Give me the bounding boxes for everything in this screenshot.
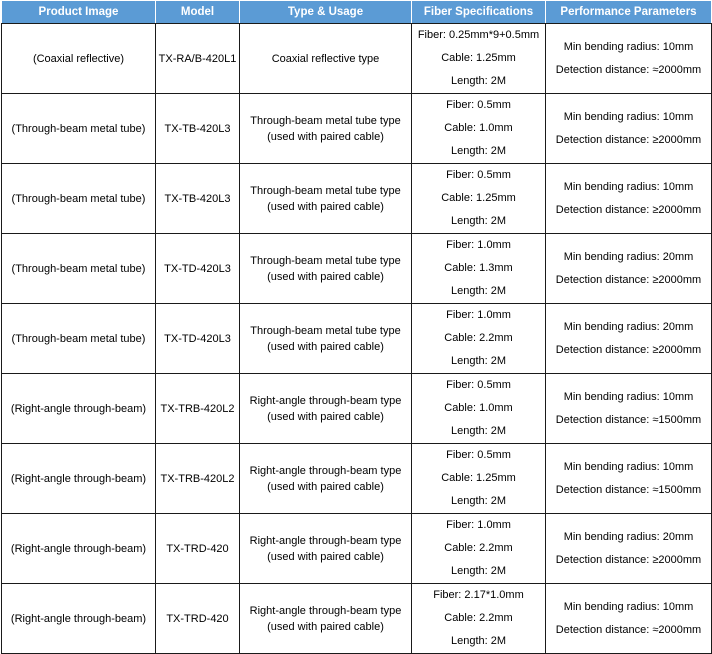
type-usage-cell <box>240 514 412 584</box>
fiber-line: Fiber: 0.5mm <box>446 169 511 181</box>
model-cell: TX-TD-420L3 <box>156 234 240 304</box>
model-cell: TX-TRD-420 <box>156 584 240 654</box>
type-line: Right-angle through-beam type <box>249 394 402 407</box>
length-line: Length: 2M <box>450 565 507 577</box>
detection-distance-line: Detection distance: ≥2000mm <box>555 203 702 216</box>
header-product-image: Product Image <box>2 1 156 24</box>
model-cell: TX-TRB-420L2 <box>156 374 240 444</box>
fiber-line: Fiber: 0.25mm*9+0.5mm <box>417 29 540 41</box>
type-line: Right-angle through-beam type <box>249 604 402 617</box>
length-line: Length: 2M <box>450 635 507 647</box>
header-type-usage: Type & Usage <box>240 1 412 24</box>
cable-line: Cable: 2.2mm <box>444 612 513 624</box>
fiber-line: Fiber: 1.0mm <box>446 239 511 251</box>
type-line: Through-beam metal tube type <box>250 254 401 267</box>
cable-line: Cable: 2.2mm <box>444 542 513 554</box>
performance-cell <box>546 374 712 444</box>
type-usage-cell <box>240 584 412 654</box>
bending-radius-line: Min bending radius: 20mm <box>563 530 694 543</box>
cable-line: Cable: 1.0mm <box>444 122 513 134</box>
product-image-cell: (Right-angle through-beam) <box>2 514 156 584</box>
product-image-cell: (Through-beam metal tube) <box>2 304 156 374</box>
bending-radius-line: Min bending radius: 10mm <box>563 110 694 123</box>
fiber-spec-cell <box>412 444 546 514</box>
length-line: Length: 2M <box>450 75 507 87</box>
performance-cell <box>546 514 712 584</box>
fiber-line: Fiber: 2.17*1.0mm <box>433 589 524 601</box>
length-line: Length: 2M <box>450 145 507 157</box>
cable-line: Cable: 1.25mm <box>441 472 516 484</box>
fiber-spec-cell <box>412 94 546 164</box>
performance-cell <box>546 24 712 94</box>
model-cell: TX-TB-420L3 <box>156 94 240 164</box>
usage-line: (used with paired cable) <box>267 480 384 493</box>
type-usage-cell <box>240 164 412 234</box>
type-line: Coaxial reflective type <box>271 52 380 65</box>
model-cell: TX-TRD-420 <box>156 514 240 584</box>
fiber-spec-cell <box>412 584 546 654</box>
fiber-spec-cell <box>412 304 546 374</box>
detection-distance-line: Detection distance: ≈1500mm <box>555 413 702 426</box>
cable-line: Cable: 1.0mm <box>444 402 513 414</box>
usage-line: (used with paired cable) <box>267 550 384 563</box>
fiber-line: Fiber: 0.5mm <box>446 99 511 111</box>
product-image-cell: (Right-angle through-beam) <box>2 584 156 654</box>
type-line: Through-beam metal tube type <box>250 324 401 337</box>
type-usage-cell <box>240 234 412 304</box>
table-row <box>2 514 712 584</box>
table-row <box>2 304 712 374</box>
detection-distance-line: Detection distance: ≥2000mm <box>555 553 702 566</box>
bending-radius-line: Min bending radius: 10mm <box>563 180 694 193</box>
product-image-cell: (Through-beam metal tube) <box>2 94 156 164</box>
type-usage-cell <box>240 94 412 164</box>
detection-distance-line: Detection distance: ≈1500mm <box>555 483 702 496</box>
type-usage-cell <box>240 444 412 514</box>
fiber-spec-cell <box>412 514 546 584</box>
table-row <box>2 234 712 304</box>
fiber-spec-cell <box>412 164 546 234</box>
fiber-spec-cell <box>412 24 546 94</box>
bending-radius-line: Min bending radius: 20mm <box>563 320 694 333</box>
header-model: Model <box>156 1 240 24</box>
table-row <box>2 94 712 164</box>
header-performance: Performance Parameters <box>546 1 712 24</box>
length-line: Length: 2M <box>450 285 507 297</box>
model-cell: TX-TRB-420L2 <box>156 444 240 514</box>
fiber-line: Fiber: 0.5mm <box>446 449 511 461</box>
table-row <box>2 584 712 654</box>
fiber-line: Fiber: 0.5mm <box>446 379 511 391</box>
cable-line: Cable: 1.25mm <box>441 52 516 64</box>
table-row <box>2 444 712 514</box>
usage-line: (used with paired cable) <box>267 130 384 143</box>
model-cell: TX-TD-420L3 <box>156 304 240 374</box>
table-row <box>2 164 712 234</box>
type-usage-cell <box>240 24 412 94</box>
performance-cell <box>546 584 712 654</box>
header-fiber-specs: Fiber Specifications <box>412 1 546 24</box>
fiber-spec-cell <box>412 234 546 304</box>
usage-line: (used with paired cable) <box>267 340 384 353</box>
cable-line: Cable: 2.2mm <box>444 332 513 344</box>
table-row <box>2 24 712 94</box>
detection-distance-line: Detection distance: ≥2000mm <box>555 343 702 356</box>
length-line: Length: 2M <box>450 425 507 437</box>
table-row <box>2 374 712 444</box>
detection-distance-line: Detection distance: ≈2000mm <box>555 623 702 636</box>
bending-radius-line: Min bending radius: 10mm <box>563 390 694 403</box>
type-line: Right-angle through-beam type <box>249 464 402 477</box>
fiber-line: Fiber: 1.0mm <box>446 519 511 531</box>
type-usage-cell <box>240 374 412 444</box>
usage-line: (used with paired cable) <box>267 620 384 633</box>
product-image-cell: (Right-angle through-beam) <box>2 444 156 514</box>
detection-distance-line: Detection distance: ≈2000mm <box>555 63 702 76</box>
product-image-cell: (Through-beam metal tube) <box>2 234 156 304</box>
usage-line: (used with paired cable) <box>267 270 384 283</box>
length-line: Length: 2M <box>450 215 507 227</box>
performance-cell <box>546 164 712 234</box>
performance-cell <box>546 94 712 164</box>
performance-cell <box>546 444 712 514</box>
model-cell: TX-TB-420L3 <box>156 164 240 234</box>
usage-line: (used with paired cable) <box>267 410 384 423</box>
model-cell: TX-RA/B-420L1 <box>156 24 240 94</box>
bending-radius-line: Min bending radius: 10mm <box>563 600 694 613</box>
detection-distance-line: Detection distance: ≥2000mm <box>555 273 702 286</box>
performance-cell <box>546 304 712 374</box>
type-line: Through-beam metal tube type <box>250 184 401 197</box>
type-line: Right-angle through-beam type <box>249 534 402 547</box>
fiber-line: Fiber: 1.0mm <box>446 309 511 321</box>
usage-line: (used with paired cable) <box>267 200 384 213</box>
length-line: Length: 2M <box>450 355 507 367</box>
product-image-cell: (Through-beam metal tube) <box>2 164 156 234</box>
bending-radius-line: Min bending radius: 10mm <box>563 460 694 473</box>
product-image-cell: (Coaxial reflective) <box>2 24 156 94</box>
bending-radius-line: Min bending radius: 10mm <box>563 40 694 53</box>
type-usage-cell <box>240 304 412 374</box>
type-line: Through-beam metal tube type <box>250 114 401 127</box>
cable-line: Cable: 1.3mm <box>444 262 513 274</box>
length-line: Length: 2M <box>450 495 507 507</box>
spec-table <box>1 0 712 654</box>
detection-distance-line: Detection distance: ≥2000mm <box>555 133 702 146</box>
fiber-spec-cell <box>412 374 546 444</box>
bending-radius-line: Min bending radius: 20mm <box>563 250 694 263</box>
performance-cell <box>546 234 712 304</box>
header-row <box>2 1 712 24</box>
cable-line: Cable: 1.25mm <box>441 192 516 204</box>
product-image-cell: (Right-angle through-beam) <box>2 374 156 444</box>
